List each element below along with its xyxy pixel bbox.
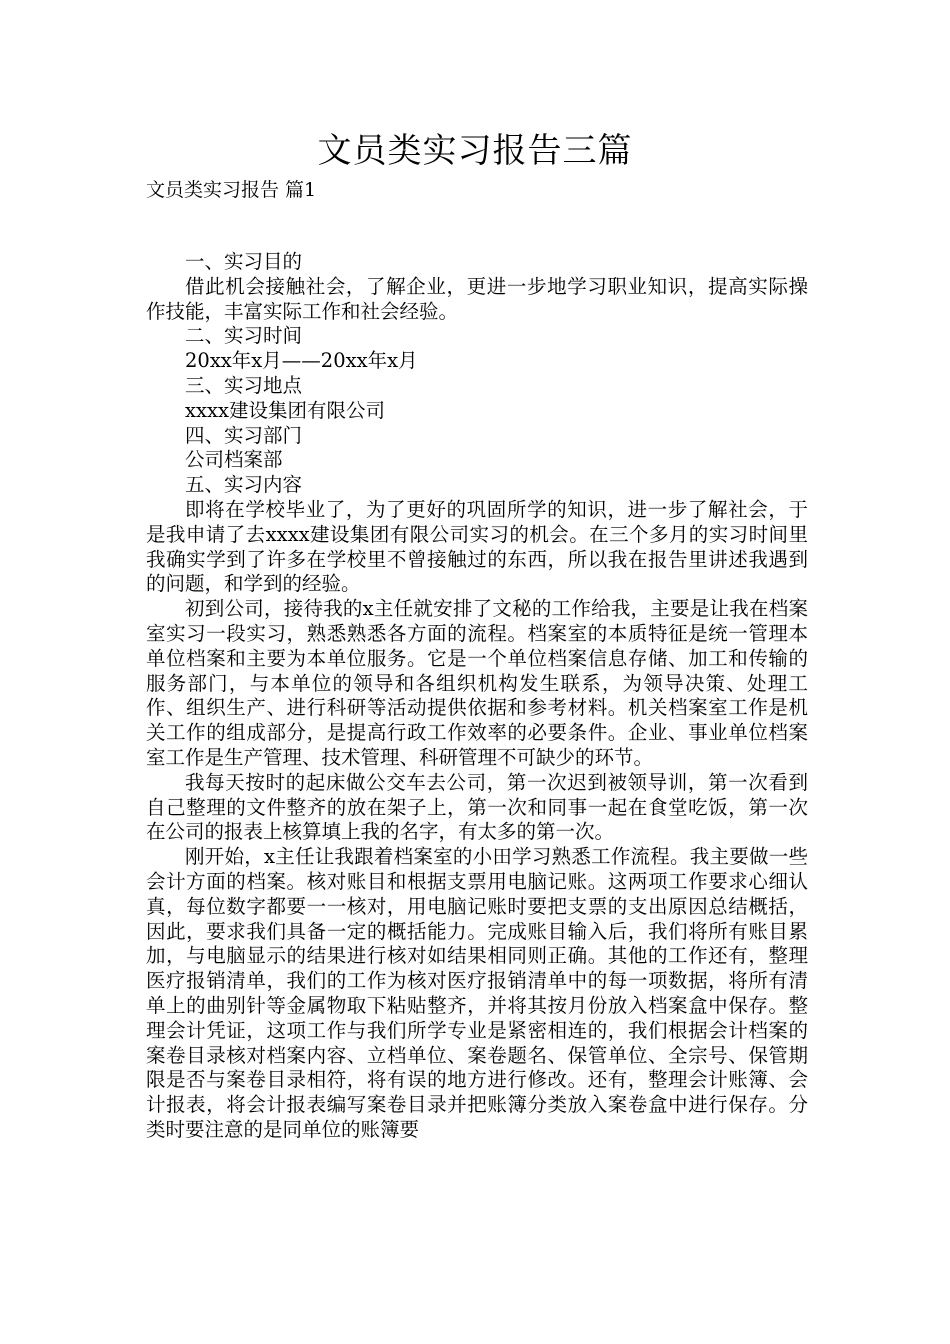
document-title: 文员类实习报告三篇 <box>317 131 633 171</box>
document-body <box>146 250 808 1143</box>
paragraph: xxxx建设集团有限公司 <box>185 398 385 422</box>
section-heading: 二、实习时间 <box>185 324 303 348</box>
paragraph: 即将在学校毕业了，为了更好的巩固所学的知识，进一步了解社会，于是我申请了去xxxx建设集团有限公司实习的机会。在三个多月的实习时间里我确实学到了许多在学校里不曾接触过的东西，所以我在报告里讲述我遇到的问题，和学到的经验。 <box>146 497 808 596</box>
paragraph: 初到公司，接待我的x主任就安排了文秘的工作给我，主要是让我在档案室实习一段实习，熟悉熟悉各方面的流程。档案室的本质特征是统一管理本单位档案和主要为本单位服务。它是一个单位档案信息存储、加工和传输的服务部门，与本单位的领导和各组织机构发生联系，为领导决策、处理工作、组织生产、进行科研等活动提供依据和参考材料。机关档案室工作是机关工作的组成部分，是提高行政工作效率的必要条件。企业、事业单位档案室工作是生产管理、技术管理、科研管理不可缺少的环节。 <box>146 597 808 769</box>
paragraph: 公司档案部 <box>185 448 283 472</box>
paragraph: 我每天按时的起床做公交车去公司，第一次迟到被领导训，第一次看到自己整理的文件整齐的放在架子上，第一次和同事一起在食堂吃饭，第一次在公司的报表上核算填上我的名字，有太多的第一次。 <box>146 770 808 844</box>
section-heading: 一、实习目的 <box>185 250 303 273</box>
paragraph: 借此机会接触社会，了解企业，更进一步地学习职业知识，提高实际操作技能，丰富实际工作和社会经验。 <box>146 274 808 323</box>
section-heading: 三、实习地点 <box>185 373 303 397</box>
section-heading: 四、实习部门 <box>185 423 303 447</box>
paragraph: 20xx年x月——20xx年x月 <box>185 349 418 373</box>
paragraph: 刚开始，x主任让我跟着档案室的小田学习熟悉工作流程。我主要做一些会计方面的档案。核对账目和根据支票用电脑记账。这两项工作要求心细认真，每位数字都要一一核对，用电脑记账时要把支票的支出原因总结概括，因此，要求我们具备一定的概括能力。完成账目输入后，我们将所有账目累加，与电脑显示的结果进行核对如结果相同则正确。其他的工作还有，整理医疗报销清单，我们的工作为核对医疗报销清单中的每一项数据，将所有清单上的曲别针等金属物取下粘贴整齐，并将其按月份放入档案盒中保存。整理会计凭证，这项工作与我们所学专业是紧密相连的，我们根据会计档案的案卷目录核对档案内容、立档单位、案卷题名、保管单位、全宗号、保管期限是否与案卷目录相符，将有误的地方进行修改。还有，整理会计账簿、会计报表，将会计报表编写案卷目录并把账簿分类放入案卷盒中进行保存。分类时要注意的是同单位的账簿要 <box>146 845 808 1141</box>
section-heading: 五、实习内容 <box>185 473 303 497</box>
document-subtitle: 文员类实习报告 篇1 <box>146 179 317 201</box>
